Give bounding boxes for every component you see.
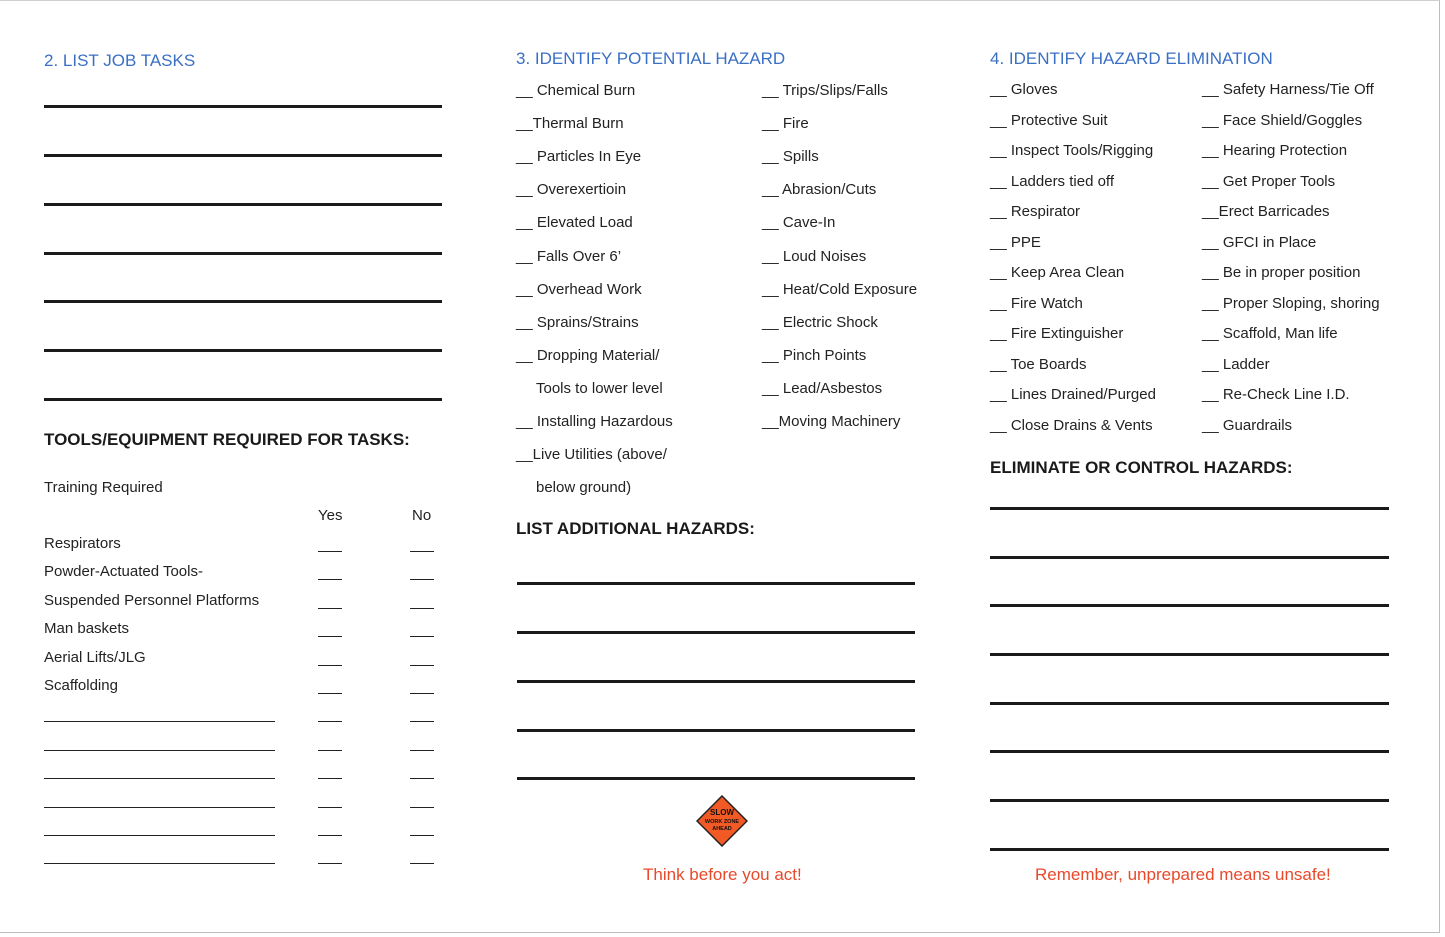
elimination-option-right: __ Face Shield/Goggles	[1202, 111, 1363, 129]
blank-tool-line[interactable]	[44, 835, 275, 836]
control-line-4[interactable]	[990, 653, 1389, 656]
yes-checkbox-line[interactable]	[318, 721, 342, 722]
elimination-option-right: __ Get Proper Tools	[1202, 172, 1336, 190]
elimination-option-left: __ Keep Area Clean	[990, 264, 1125, 281]
elimination-option-right: __Erect Barricades	[1202, 203, 1330, 220]
control-line-7[interactable]	[990, 799, 1389, 802]
no-checkbox-line[interactable]	[410, 750, 434, 751]
hazard-option-left: __ Installing Hazardous	[516, 413, 673, 430]
yes-column-label: Yes	[318, 507, 343, 524]
additional-line-5[interactable]	[517, 777, 915, 780]
blank-tool-line[interactable]	[44, 863, 275, 864]
elimination-option-left: __ Fire Extinguisher	[990, 325, 1124, 342]
hazard-option-left: below ground)	[536, 479, 632, 497]
control-line-1[interactable]	[990, 507, 1389, 510]
hazard-option-left: __ Falls Over 6’	[516, 247, 622, 265]
hazard-option-left: __Thermal Burn	[516, 115, 624, 133]
yes-checkbox-line[interactable]	[318, 750, 342, 751]
tools-heading: TOOLS/EQUIPMENT REQUIRED FOR TASKS:	[44, 430, 410, 449]
hazard-option-right: __ Heat/Cold Exposure	[762, 280, 918, 298]
blank-tool-line[interactable]	[44, 750, 275, 751]
section-4-title: 4. IDENTIFY HAZARD ELIMINATION	[990, 49, 1273, 68]
control-line-8[interactable]	[990, 848, 1389, 851]
elimination-option-left: __ Gloves	[990, 81, 1058, 98]
tool-item-label: Powder-Actuated Tools-	[44, 563, 203, 581]
no-checkbox-line[interactable]	[410, 636, 434, 637]
yes-checkbox-line[interactable]	[318, 636, 342, 637]
no-checkbox-line[interactable]	[410, 693, 434, 694]
hazard-option-right: __Moving Machinery	[762, 413, 901, 430]
no-column-label: No	[412, 507, 432, 524]
section-3-title: 3. IDENTIFY POTENTIAL HAZARD	[516, 49, 786, 68]
hazard-option-left: __ Overhead Work	[516, 280, 642, 298]
yes-checkbox-line[interactable]	[318, 579, 342, 580]
elimination-option-left: __ Respirator	[990, 203, 1081, 220]
elimination-option-left: __ Close Drains & Vents	[990, 416, 1153, 434]
tool-item-label: Scaffolding	[44, 677, 118, 694]
no-checkbox-line[interactable]	[410, 807, 434, 808]
hazard-option-left: __ Chemical Burn	[516, 82, 636, 99]
elimination-option-left: __ Lines Drained/Purged	[990, 386, 1156, 403]
task-line-2[interactable]	[44, 154, 442, 157]
hazard-option-right: __ Pinch Points	[762, 346, 867, 364]
elimination-option-left: __ Toe Boards	[990, 355, 1087, 373]
tool-item-label: Man baskets	[44, 620, 130, 638]
no-checkbox-line[interactable]	[410, 665, 434, 666]
hazard-option-right: __ Spills	[762, 148, 819, 166]
elimination-option-right: __ Be in proper position	[1202, 264, 1361, 281]
sign-text-2: WORK ZONE	[704, 819, 740, 825]
additional-line-3[interactable]	[517, 680, 915, 683]
hazard-option-right: __ Trips/Slips/Falls	[762, 82, 888, 99]
hazard-option-left: Tools to lower level	[536, 379, 663, 397]
hazard-option-left: __ Sprains/Strains	[516, 313, 639, 331]
yes-checkbox-line[interactable]	[318, 665, 342, 666]
additional-line-2[interactable]	[517, 631, 915, 634]
hazard-option-right: __ Loud Noises	[762, 247, 867, 265]
elimination-option-right: __ Hearing Protection	[1202, 142, 1348, 159]
task-line-1[interactable]	[44, 105, 442, 108]
control-line-2[interactable]	[990, 556, 1389, 559]
think-slogan: Think before you act!	[643, 865, 802, 884]
yes-checkbox-line[interactable]	[318, 835, 342, 836]
sign-text-1: SLOW	[710, 808, 734, 817]
control-line-3[interactable]	[990, 604, 1389, 607]
elimination-option-right: __ Re-Check Line I.D.	[1202, 386, 1350, 403]
yes-checkbox-line[interactable]	[318, 807, 342, 808]
yes-checkbox-line[interactable]	[318, 693, 342, 694]
no-checkbox-line[interactable]	[410, 863, 434, 864]
tool-item-label: Aerial Lifts/JLG	[44, 648, 146, 666]
blank-tool-line[interactable]	[44, 721, 275, 722]
no-checkbox-line[interactable]	[410, 608, 434, 609]
section-2-title: 2. LIST JOB TASKS	[44, 51, 196, 70]
elimination-option-right: __ Proper Sloping, shoring	[1202, 294, 1380, 312]
task-line-5[interactable]	[44, 300, 442, 303]
no-checkbox-line[interactable]	[410, 551, 434, 552]
unprepared-slogan: Remember, unprepared means unsafe!	[1035, 865, 1331, 884]
yes-checkbox-line[interactable]	[318, 551, 342, 552]
task-line-3[interactable]	[44, 203, 442, 206]
elimination-option-right: __ GFCI in Place	[1202, 233, 1317, 251]
no-checkbox-line[interactable]	[410, 778, 434, 779]
hazard-option-left: __Live Utilities (above/	[516, 446, 667, 464]
task-line-6[interactable]	[44, 349, 442, 352]
elimination-option-right: __ Safety Harness/Tie Off	[1202, 81, 1374, 98]
slow-work-zone-sign-icon	[696, 795, 748, 847]
hazard-option-left: __ Overexertioin	[516, 181, 627, 199]
control-line-5[interactable]	[990, 702, 1389, 705]
hazard-option-right: __ Lead/Asbestos	[762, 379, 883, 397]
hazard-option-right: __ Abrasion/Cuts	[762, 181, 877, 199]
blank-tool-line[interactable]	[44, 807, 275, 808]
additional-hazards-heading: LIST ADDITIONAL HAZARDS:	[516, 519, 755, 538]
elimination-option-left: __ Ladders tied off	[990, 172, 1114, 190]
yes-checkbox-line[interactable]	[318, 778, 342, 779]
elimination-option-left: __ Fire Watch	[990, 294, 1083, 312]
tool-item-label: Respirators	[44, 535, 121, 552]
control-line-6[interactable]	[990, 750, 1389, 753]
hazard-option-right: __ Electric Shock	[762, 313, 878, 331]
task-line-7[interactable]	[44, 398, 442, 401]
hazard-option-right: __ Cave-In	[762, 214, 836, 232]
no-checkbox-line[interactable]	[410, 835, 434, 836]
elimination-option-right: __ Scaffold, Man life	[1202, 325, 1338, 342]
hazard-option-left: __ Dropping Material/	[516, 346, 660, 364]
control-hazards-heading: ELIMINATE OR CONTROL HAZARDS:	[990, 458, 1293, 477]
additional-line-4[interactable]	[517, 729, 915, 732]
tool-item-label: Suspended Personnel Platforms	[44, 591, 260, 609]
elimination-option-left: __ PPE	[990, 233, 1041, 251]
no-checkbox-line[interactable]	[410, 721, 434, 722]
blank-tool-line[interactable]	[44, 778, 275, 779]
elimination-option-left: __ Protective Suit	[990, 111, 1108, 129]
training-required-label: Training Required	[44, 479, 163, 496]
yes-checkbox-line[interactable]	[318, 863, 342, 864]
additional-line-1[interactable]	[517, 582, 915, 585]
hazard-option-right: __ Fire	[762, 115, 809, 133]
task-line-4[interactable]	[44, 252, 442, 255]
no-checkbox-line[interactable]	[410, 579, 434, 580]
yes-checkbox-line[interactable]	[318, 608, 342, 609]
elimination-option-right: __ Guardrails	[1202, 416, 1293, 434]
elimination-option-right: __ Ladder	[1202, 355, 1270, 373]
hazard-option-left: __ Elevated Load	[516, 214, 633, 232]
elimination-option-left: __ Inspect Tools/Rigging	[990, 142, 1154, 159]
sign-text-3: AHEAD	[712, 826, 732, 832]
hazard-option-left: __ Particles In Eye	[516, 148, 642, 166]
